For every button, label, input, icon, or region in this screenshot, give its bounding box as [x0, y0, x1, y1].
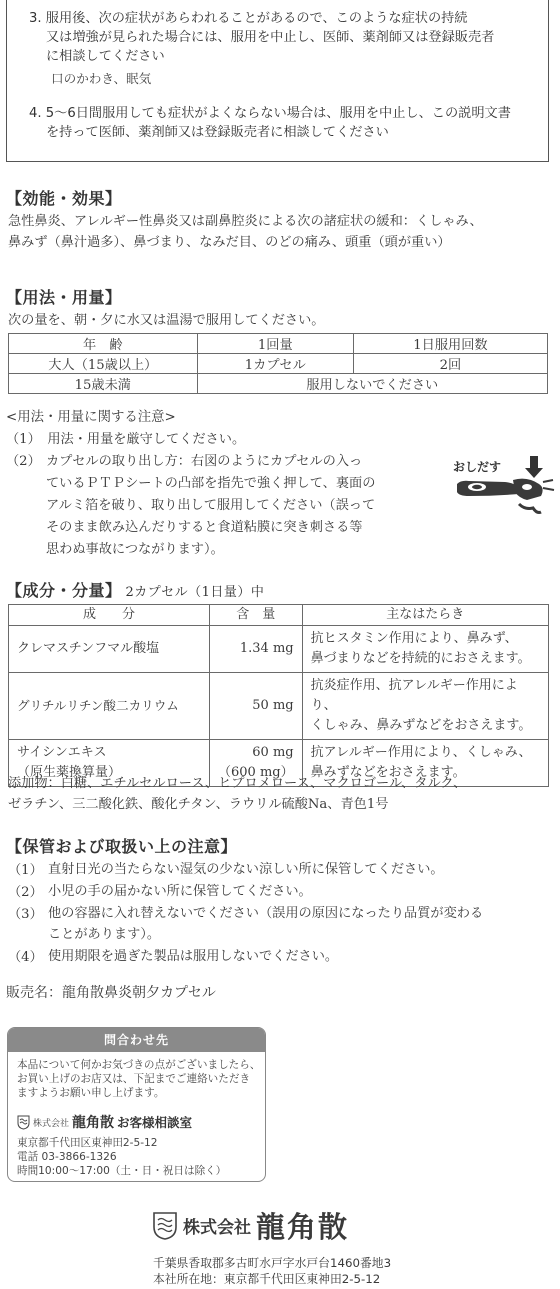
dosage-title: 【用法・用量】	[6, 288, 122, 307]
ingredient-action-line: 鼻みずなどをおさえます。	[310, 765, 466, 780]
footer-address-1: 千葉県香取郡多古町水戸字水戸台1460番地3	[153, 1256, 392, 1270]
contact-message-line2: お買い上げのお店又は、下記までご連絡いただき	[17, 1073, 251, 1085]
footer-brand: 龍角散	[256, 1210, 350, 1244]
storage-item-num: （2）	[8, 885, 43, 900]
product-name: 販売名：龍角散鼻炎朝夕カプセル	[6, 985, 216, 1001]
ingredient-name: クレマスチンフマル酸塩	[9, 626, 210, 673]
dosage-table	[8, 333, 548, 394]
storage-item-text: 直射日光の当たらない湿気の少ない涼しい所に保管してください。	[48, 862, 444, 877]
storage-item-text: 使用期限を過ぎた製品は服用しないでください。	[48, 949, 339, 964]
storage-item-text: 他の容器に入れ替えないでください（誤用の原因になったり品質が変わる	[48, 906, 484, 921]
footer-company-prefix: 株式会社	[183, 1218, 251, 1238]
contact-header: 問合わせ先	[8, 1028, 265, 1052]
dosage-note-2-line5: 思わぬ事故につながります）。	[46, 542, 224, 557]
header-ingredient: 成 分	[9, 605, 210, 626]
contact-company-prefix: 株式会社	[33, 1118, 70, 1129]
efficacy-line1: 急性鼻炎、アレルギー性鼻炎又は副鼻腔炎による次の諸症状の緩和：くしゃみ、	[8, 214, 483, 229]
storage-item-text: 小児の手の届かない所に保管してください。	[48, 884, 312, 899]
ingredient-action-line: くしゃみ、鼻みずなどをおさえます。	[310, 718, 532, 733]
ingredient-action-line: 抗アレルギー作用により、くしゃみ、	[310, 745, 532, 760]
contact-company	[17, 1112, 192, 1132]
header-action: 主なはたらき	[302, 605, 548, 626]
company-crest-icon	[17, 1115, 30, 1130]
ingredient-amount: 50 mg	[210, 673, 303, 740]
dosage-note-2-line1: カプセルの取り出し方：右図のようにカプセルの入っ	[46, 454, 363, 469]
table-header-row	[9, 605, 549, 626]
dosage-notes-title: <用法・用量に関する注意>	[6, 410, 176, 425]
ingredient-amount-note: （600 mg）	[218, 765, 294, 780]
storage-item-num: （3）	[8, 907, 43, 922]
ingredient-amount-line: 60 mg	[252, 745, 294, 760]
dosage-note-1: （1） 用法・用量を厳守してください。	[6, 432, 246, 447]
additives-line2: ゼラチン、三二酸化鉄、酸化チタン、ラウリル硫酸Na、青色1号	[8, 797, 389, 812]
header-times: 1日服用回数	[353, 334, 547, 354]
header-age: 年 齢	[9, 334, 198, 354]
contact-message-line3: ますようお願い申し上げます。	[17, 1087, 165, 1099]
dosage-note-2-line3: アルミ箔を破り、取り出して服用してください（誤って	[46, 498, 376, 513]
warning-item-4-line1: 4. 5～6日間服用しても症状がよくならない場合は、服用を中止し、この説明文書	[29, 106, 511, 121]
table-cell: 1カプセル	[197, 354, 353, 374]
warning-item-4-line2: を持って医師、薬剤師又は登録販売者に相談してください	[46, 125, 389, 140]
ingredients-title-text: 【成分・分量】	[6, 581, 122, 600]
ingredient-name-note: （原生薬換算量）	[17, 765, 122, 780]
ingredient-action-line: 抗ヒスタミン作用により、鼻みず、	[310, 631, 518, 646]
ptp-push-illustration	[455, 454, 555, 524]
footer-company-logo	[152, 1205, 349, 1246]
table-row	[9, 626, 549, 673]
header-dose: 1回量	[197, 334, 353, 354]
additives-line1: 添加物：白糖、エチルセルロース、ヒプロメロース、マクロゴール、タルク、	[8, 776, 467, 791]
down-arrow-icon	[525, 456, 543, 478]
dosage-note-2-line4: そのまま飲み込んだりすると食道粘膜に突き刺さる等	[46, 520, 363, 535]
header-amount: 含 量	[210, 605, 303, 626]
ingredient-name: グリチルリチン酸二カリウム	[9, 673, 210, 740]
table-cell: 2回	[353, 354, 547, 374]
contact-address: 東京都千代田区東神田2-5-12	[17, 1137, 158, 1149]
efficacy-line2: 鼻みず（鼻汁過多）、鼻づまり、なみだ目、のどの痛み、頭重（頭が重い）	[8, 235, 451, 250]
push-out-label: おしだす	[453, 460, 502, 474]
contact-phone: 電話 03-3866-1326	[17, 1151, 117, 1163]
contact-dept: お客様相談室	[117, 1115, 193, 1130]
dosage-note-2-line2: ているＰＴＰシートの凸部を指先で強く押して、裏面の	[46, 476, 376, 491]
ingredients-title	[6, 578, 264, 601]
company-crest-icon	[152, 1211, 178, 1241]
contact-brand: 龍角散	[72, 1115, 115, 1131]
warning-item-3-line3: に相談してください	[46, 49, 165, 64]
warning-symptoms: 口のかわき、眠気	[51, 71, 152, 86]
dosage-intro: 次の量を、朝・夕に水又は温湯で服用してください。	[8, 313, 325, 328]
warning-item-3-line1: 3. 服用後、次の症状があらわれることがあるので、このような症状の持続	[29, 11, 468, 26]
table-cell: 15歳未満	[9, 374, 198, 394]
footer-address-2: 本社所在地：東京都千代田区東神田2-5-12	[153, 1272, 381, 1286]
table-cell: 服用しないでください	[197, 374, 547, 394]
contact-message-line1: 本品について何かお気づきの点がございましたら、	[17, 1059, 261, 1071]
ingredient-action-line: 鼻づまりなどを持続的におさえます。	[310, 651, 531, 666]
storage-item-num: （1）	[8, 863, 43, 878]
ingredients-subtitle: 2カプセル（1日量）中	[125, 585, 265, 600]
table-header-row	[9, 334, 548, 354]
ingredient-action	[302, 626, 548, 673]
ingredient-name-line: サイシンエキス	[17, 745, 107, 760]
ingredient-action-line: 抗炎症作用、抗アレルギー作用により、	[310, 678, 518, 713]
ingredient-action	[302, 673, 548, 740]
table-cell: 大人（15歳以上）	[9, 354, 198, 374]
ingredient-amount: 1.34 mg	[210, 626, 303, 673]
table-row	[9, 354, 548, 374]
ingredients-table	[8, 604, 549, 787]
efficacy-title: 【効能・効果】	[6, 189, 122, 208]
dosage-note-2-num: （2）	[6, 454, 41, 469]
storage-title: 【保管および取扱い上の注意】	[6, 837, 238, 856]
storage-item-num: （4）	[8, 950, 43, 965]
contact-box	[7, 1027, 266, 1182]
warning-box	[6, 0, 549, 162]
contact-hours: 時間10:00～17:00（土・日・祝日は除く）	[17, 1165, 227, 1177]
storage-item-text-cont: ことがあります）。	[48, 927, 161, 942]
warning-item-3-line2: 又は増強が見られた場合には、服用を中止し、医師、薬剤師又は登録販売者	[46, 30, 495, 45]
table-row	[9, 673, 549, 740]
table-row	[9, 374, 548, 394]
